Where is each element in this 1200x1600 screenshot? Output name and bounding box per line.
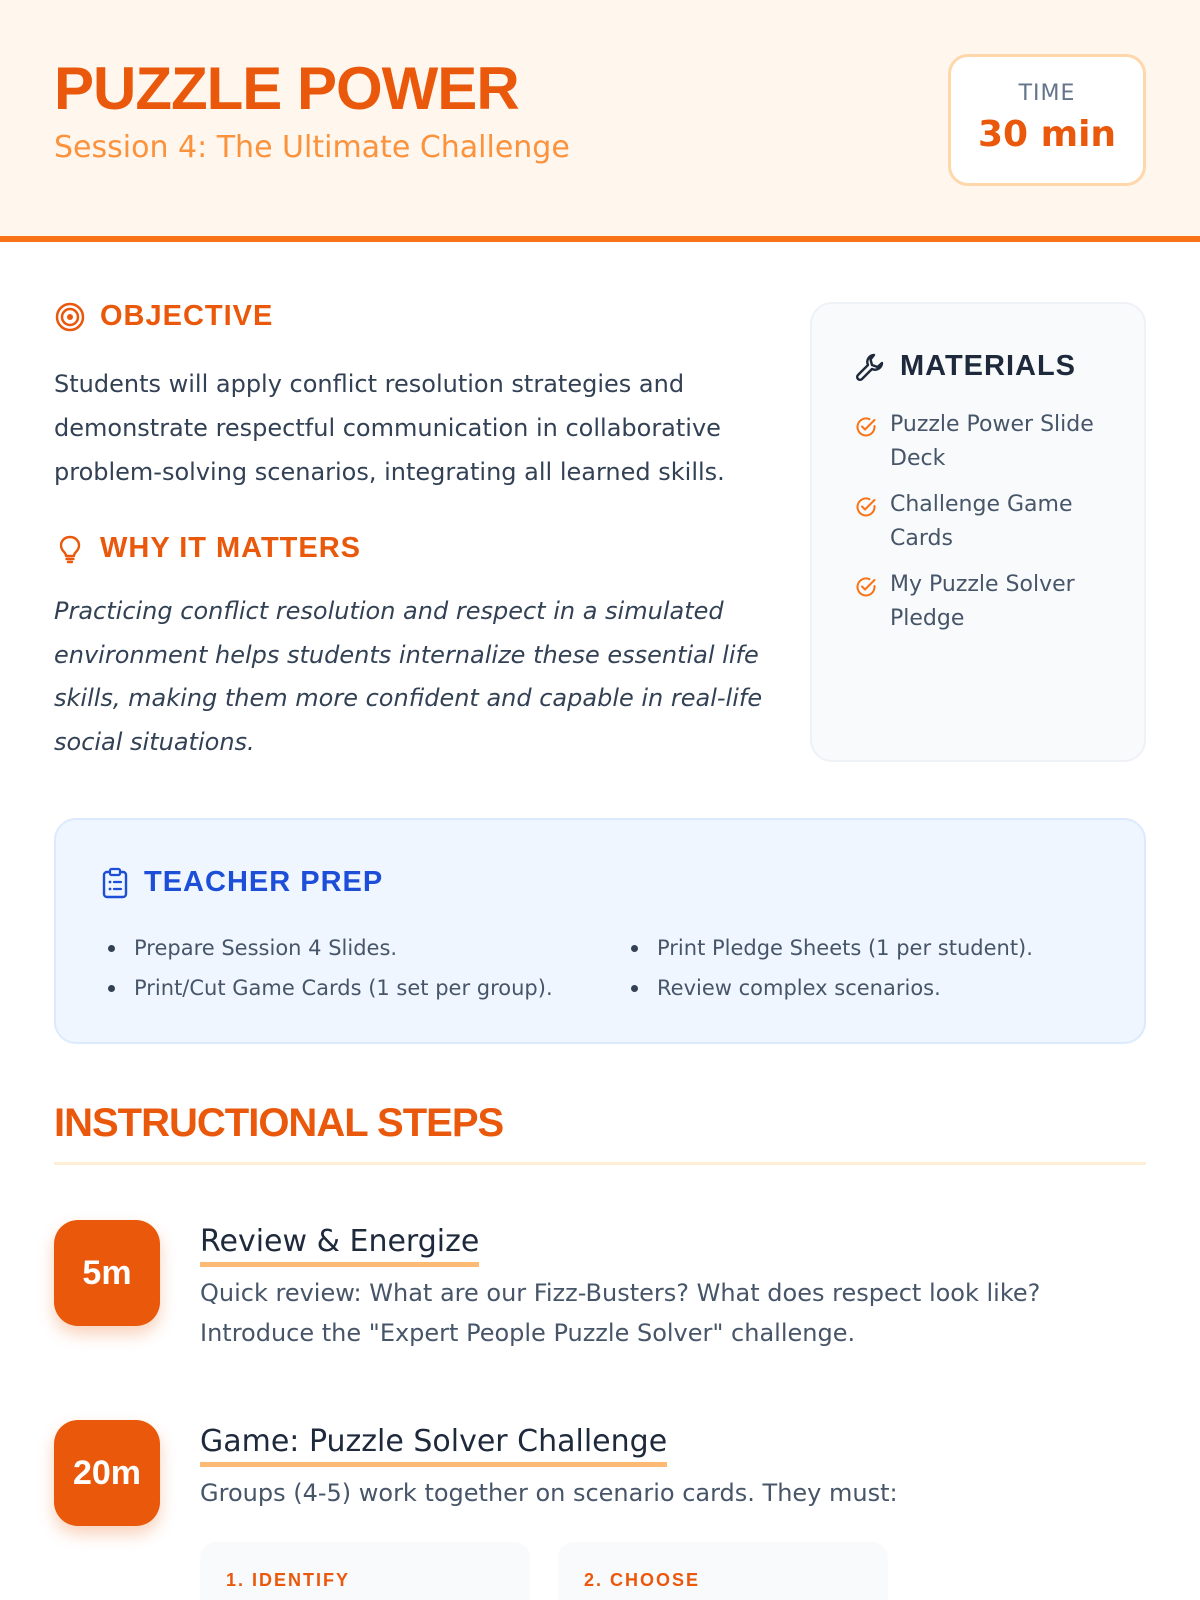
list-item: Print Pledge Sheets (1 per student). xyxy=(627,928,1033,968)
materials-heading xyxy=(854,350,1076,383)
step-substep-card xyxy=(558,1542,888,1600)
material-label: Puzzle Power Slide Deck xyxy=(890,412,1094,471)
material-label: Challenge Game Cards xyxy=(890,492,1073,551)
step-duration-badge: 5m xyxy=(54,1220,160,1326)
target-icon xyxy=(54,301,86,333)
materials-list xyxy=(854,408,1124,648)
why-heading xyxy=(54,532,361,565)
step-description: Quick review: What are our Fizz-Busters? What does respect look like? Introduce the "Expert People Puzzle Solver" challenge. xyxy=(200,1279,1041,1347)
materials-heading-label: MATERIALS xyxy=(900,350,1077,382)
time-value: 30 min xyxy=(977,114,1117,155)
objective-heading xyxy=(54,300,273,333)
teacher-prep-heading xyxy=(100,866,383,899)
prep-list-right xyxy=(627,928,1033,1008)
substep-label: 2. CHOOSE xyxy=(584,1570,701,1590)
why-text: Practicing conflict resolution and respect in a simulated environment helps students internalize these essential life skills, making them more confident and capable in real-life social situations. xyxy=(54,597,763,756)
steps-divider xyxy=(54,1162,1146,1165)
clipboard-icon xyxy=(100,867,130,899)
list-item: Print/Cut Game Cards (1 set per group). xyxy=(104,968,553,1008)
time-label: TIME xyxy=(1018,81,1076,106)
objective-text: Students will apply conflict resolution strategies and demonstrate respectful communication in collaborative problem-solving scenarios, integrating all learned skills. xyxy=(54,370,725,486)
why-heading-label: WHY IT MATTERS xyxy=(100,532,362,564)
list-item: Prepare Session 4 Slides. xyxy=(104,928,553,968)
step-description: Groups (4-5) work together on scenario cards. They must: xyxy=(200,1479,898,1507)
page-title: PUZZLE POWER xyxy=(54,55,519,122)
step-title: Game: Puzzle Solver Challenge xyxy=(200,1422,667,1467)
list-item: Review complex scenarios. xyxy=(627,968,1033,1008)
time-box xyxy=(948,54,1146,186)
prep-list-left xyxy=(104,928,553,1008)
check-circle-icon xyxy=(854,575,878,599)
teacher-prep-heading-label: TEACHER PREP xyxy=(144,866,384,898)
step-substep-card xyxy=(200,1542,530,1600)
substep-label: 1. IDENTIFY xyxy=(226,1570,351,1590)
teacher-prep-card xyxy=(54,818,1146,1044)
check-circle-icon xyxy=(854,415,878,439)
page-subtitle: Session 4: The Ultimate Challenge xyxy=(54,130,570,165)
steps-heading: INSTRUCTIONAL STEPS xyxy=(54,1101,504,1145)
page-header xyxy=(0,0,1200,242)
step-title: Review & Energize xyxy=(200,1222,479,1267)
list-item xyxy=(854,408,1124,476)
materials-card xyxy=(810,302,1146,762)
list-item xyxy=(854,568,1124,636)
wrench-icon xyxy=(854,351,886,383)
step-duration-badge: 20m xyxy=(54,1420,160,1526)
lightbulb-icon xyxy=(54,533,86,565)
list-item xyxy=(854,488,1124,556)
check-circle-icon xyxy=(854,495,878,519)
objective-heading-label: OBJECTIVE xyxy=(100,300,274,332)
material-label: My Puzzle Solver Pledge xyxy=(890,572,1075,631)
